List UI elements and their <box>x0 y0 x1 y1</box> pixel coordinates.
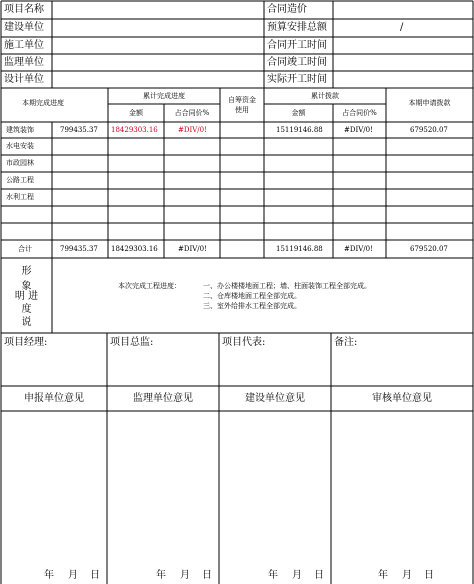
row-request: 679520.07 <box>410 126 448 134</box>
header-amount-2: 金额 <box>291 109 306 117</box>
total-name: 合计 <box>18 245 32 253</box>
total-cum-amount: 18429303.16 <box>111 245 158 253</box>
opinion-supervisor: 监理单位意见 <box>133 393 193 404</box>
progress-label-2: 象 <box>21 281 32 292</box>
header-cumulative-payment: 累计拨款 <box>311 92 339 100</box>
label-supervisor-unit: 监理单位 <box>4 57 44 68</box>
date-day: 日 <box>314 570 324 581</box>
progress-item-1: 一、办公楼楼地面工程；墙、柱面装饰工程全部完成。 <box>203 282 371 290</box>
row-paid-ratio: #DIV/0! <box>344 126 373 134</box>
date-year: 年 <box>156 570 166 581</box>
date-year: 年 <box>268 570 278 581</box>
label-project-rep: 项目代表: <box>222 337 266 348</box>
label-project-director: 项目总监: <box>110 337 154 348</box>
header-period-request: 本期申请拨款 <box>408 99 451 107</box>
header-amount: 金额 <box>129 109 143 117</box>
total-cum-ratio: #DIV/0! <box>178 245 207 253</box>
date-month: 月 <box>180 570 190 581</box>
opinion-construction: 建设单位意见 <box>245 393 305 404</box>
header-contract-ratio-2: 占合同价% <box>342 109 377 117</box>
row-period: 799435.37 <box>60 126 98 134</box>
progress-label-4: 度 <box>21 304 32 315</box>
label-design-unit: 设计单位 <box>4 74 44 85</box>
total-paid-ratio: #DIV/0! <box>344 245 373 253</box>
date-day: 日 <box>90 570 100 581</box>
row-name: 水电安装 <box>6 142 34 150</box>
label-contract-price: 合同造价 <box>267 4 307 15</box>
row-cum-ratio: #DIV/0! <box>178 126 207 134</box>
row-name: 建筑装饰 <box>6 126 34 134</box>
date-month: 月 <box>68 570 78 581</box>
date-day: 日 <box>202 570 212 581</box>
opinion-auditor: 审核单位意见 <box>372 393 432 404</box>
label-project-manager: 项目经理: <box>4 337 48 348</box>
progress-item-3: 三、室外给排水工程全部完成。 <box>203 302 301 310</box>
date-month: 月 <box>402 570 412 581</box>
row-paid-amount: 15119146.88 <box>276 126 323 134</box>
total-period: 799435.37 <box>60 245 98 253</box>
label-construction-unit: 建设单位 <box>4 22 44 33</box>
label-project-name: 项目名称 <box>4 4 44 15</box>
progress-intro: 本次完成工程进度： <box>118 282 181 290</box>
label-contract-finish: 合同竣工时间 <box>267 57 327 68</box>
header-cumulative-progress: 累计完成进度 <box>143 92 185 100</box>
progress-label-5: 说 <box>21 317 32 328</box>
opinion-applicant: 申报单位意见 <box>24 393 84 404</box>
label-actual-start: 实际开工时间 <box>267 74 327 85</box>
date-year: 年 <box>44 570 54 581</box>
header-contract-ratio: 占合同价% <box>174 109 210 117</box>
progress-label-3: 明 进 <box>14 291 39 302</box>
row-name: 公路工程 <box>6 176 34 184</box>
total-paid-amount: 15119146.88 <box>276 245 323 253</box>
header-period-progress: 本期完成进度 <box>22 99 64 107</box>
label-contract-start: 合同开工时间 <box>267 40 327 51</box>
label-budget-total: 预算安排总额 <box>267 22 327 33</box>
row-name: 水利工程 <box>6 193 34 201</box>
budget-total-value: / <box>400 22 404 33</box>
date-month: 月 <box>292 570 302 581</box>
label-remarks: 备注: <box>334 337 358 348</box>
date-day: 日 <box>424 570 434 581</box>
progress-item-2: 二、仓库楼地面工程全部完成。 <box>203 292 301 300</box>
progress-label-1: 形 <box>21 266 32 277</box>
total-request: 679520.07 <box>410 245 448 253</box>
header-self-funding-1: 自筹资金 <box>228 96 256 104</box>
row-cum-amount: 18429303.16 <box>111 126 158 134</box>
row-name: 市政园林 <box>6 159 34 167</box>
label-builder-unit: 施工单位 <box>4 40 44 51</box>
date-year: 年 <box>378 570 388 581</box>
header-self-funding-2: 使用 <box>235 106 249 114</box>
